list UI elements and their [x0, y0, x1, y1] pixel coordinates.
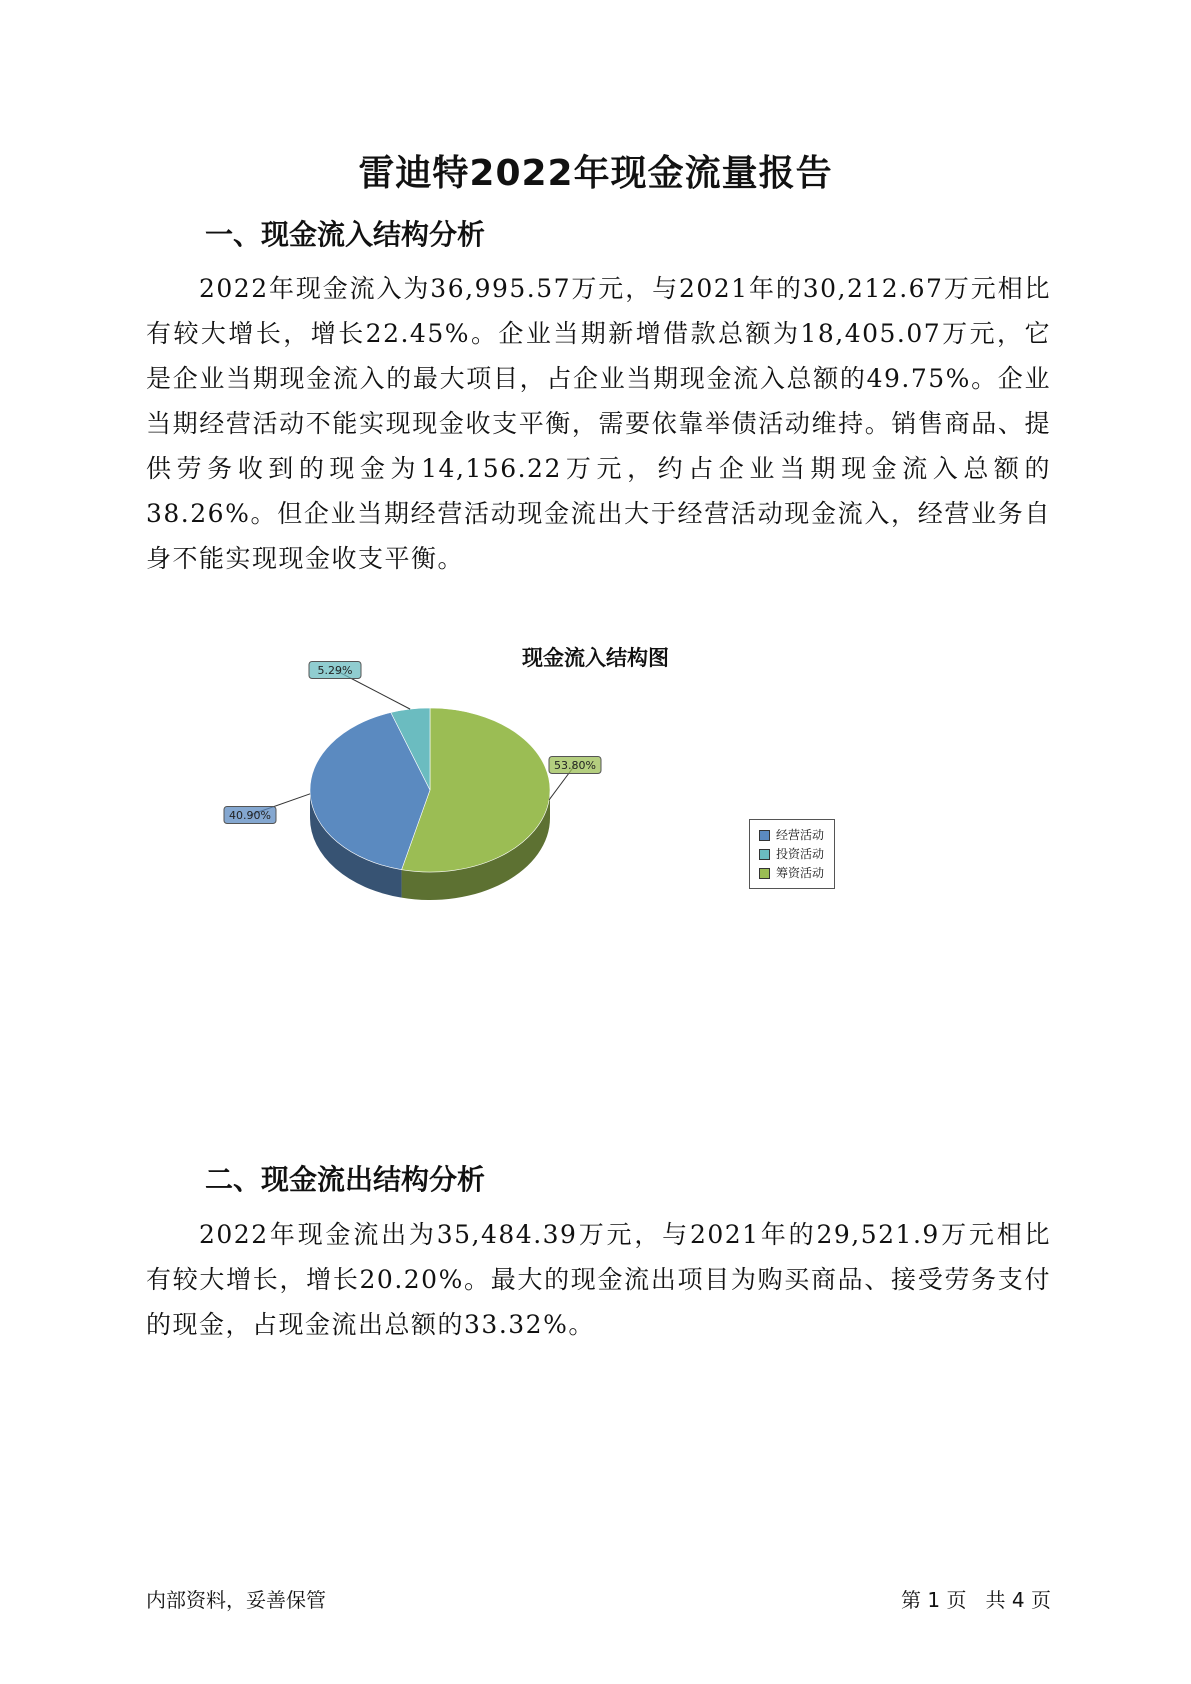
legend-label: 投资活动 — [776, 847, 825, 861]
chart-legend — [749, 819, 835, 889]
footer-confidential-note: 内部资料，妥善保管 — [146, 1588, 326, 1612]
legend-label: 经营活动 — [776, 828, 825, 842]
inflow-paragraph: 2022年现金流入为36,995.57万元，与2021年的30,212.67万元相比有较大增长，增长22.45%。企业当期新增借款总额为18,405.07万元，它是企业当期现金流入的最大项目，占企业当期现金流入总额的49.75%。企业当期经营活动不能实现现金收支平衡，需要依靠举债活动维持。销售商品、提供劳务收到的现金为14,156.22万元，约占企业当期现金流入总额的38.26%。但企业当期经营活动现金流出大于经营活动现金流入，经营业务自身不能实现现金收支平衡。 — [146, 274, 1051, 573]
outflow-paragraph: 2022年现金流出为35,484.39万元，与2021年的29,521.9万元相比有较大增长，增长20.20%。最大的现金流出项目为购买商品、接受劳务支付的现金，占现金流出总额的33.32%。 — [146, 1220, 1051, 1339]
legend-swatch — [759, 830, 770, 841]
chart-title: 现金流入结构图 — [522, 646, 669, 670]
legend-swatch — [759, 868, 770, 879]
pie-data-label: 53.80% — [554, 759, 596, 772]
legend-item — [759, 845, 834, 864]
legend-label: 筹资活动 — [776, 866, 825, 880]
section-heading-inflow: 一、现金流入结构分析 — [205, 218, 486, 251]
pie-data-label: 40.90% — [229, 809, 271, 822]
pie-data-label: 5.29% — [317, 664, 353, 677]
footer-page-number: 第 1 页 共 4 页 — [901, 1588, 1051, 1612]
section-heading-outflow: 二、现金流出结构分析 — [205, 1163, 486, 1196]
page-title: 雷迪特2022年现金流量报告 — [358, 153, 833, 194]
legend-item — [759, 826, 834, 845]
legend-item — [759, 864, 834, 883]
pie-chart — [200, 664, 640, 930]
legend-swatch — [759, 849, 770, 860]
